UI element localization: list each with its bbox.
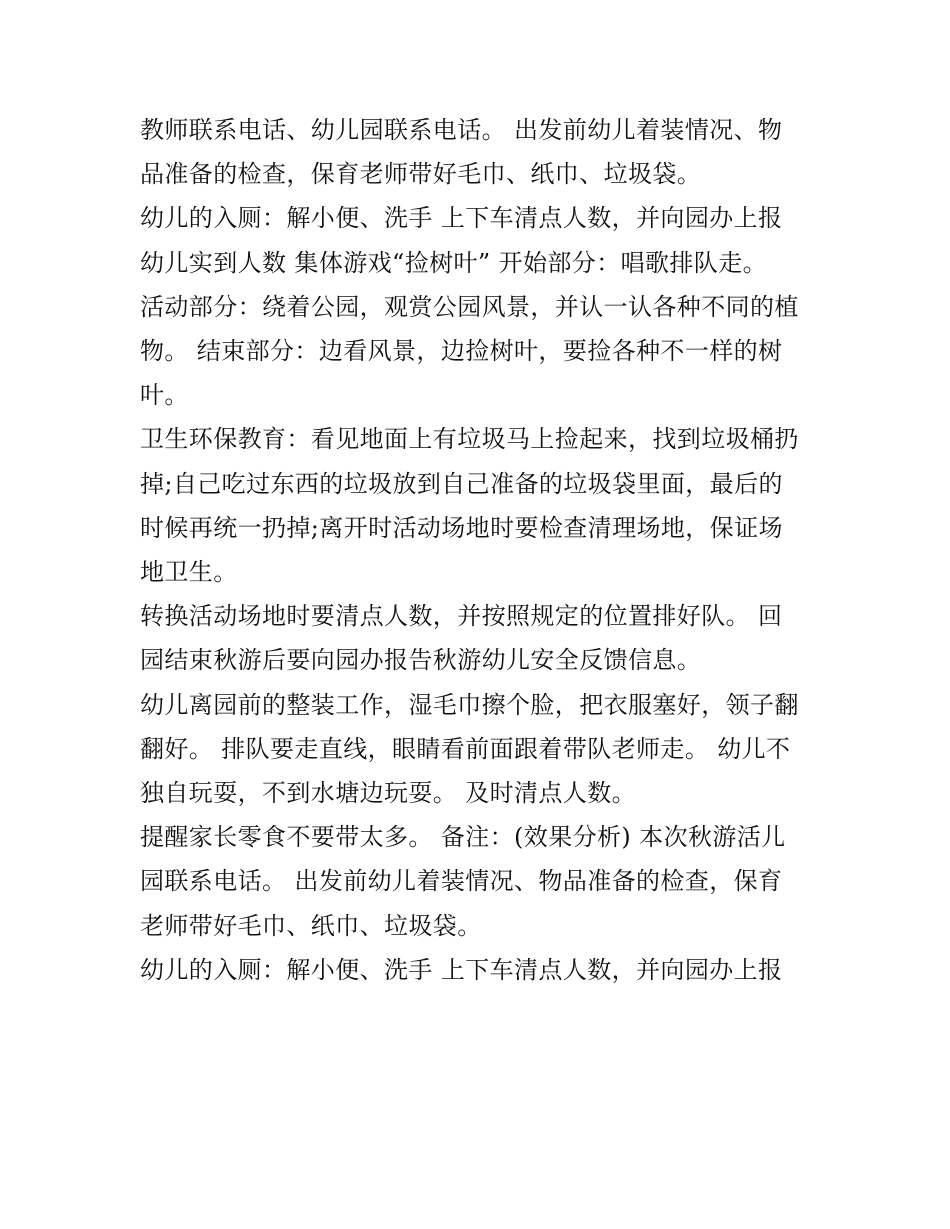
- text-line: 幼儿的入厕：解小便、洗手 上下车清点人数，并向园办上报: [140, 955, 783, 984]
- text-line: 叶。: [140, 381, 189, 410]
- text-line: 地卫生。: [140, 558, 238, 587]
- paragraph-4: [140, 417, 820, 594]
- text-line: 幼儿离园前的整装工作，湿毛巾擦个脸，把衣服塞好，领子翻: [140, 690, 799, 719]
- paragraph-3: [140, 285, 820, 418]
- paragraph-8: [140, 948, 820, 992]
- document-body: [140, 108, 820, 992]
- paragraph-7: [140, 815, 820, 948]
- text-line: 老师带好毛巾、纸巾、垃圾袋。: [140, 911, 482, 940]
- paragraph-6: [140, 683, 820, 816]
- text-line: 教师联系电话、幼儿园联系电话。 出发前幼儿着装情况、物: [140, 116, 783, 144]
- text-line: 园联系电话。 出发前幼儿着装情况、物品准备的检查，保育: [140, 867, 783, 896]
- text-line: 转换活动场地时要清点人数，并按照规定的位置排好队。 回: [140, 602, 783, 631]
- text-line: 物。 结束部分：边看风景，边捡树叶，要捡各种不一样的树: [140, 337, 783, 366]
- text-line: 活动部分：绕着公园，观赏公园风景，并认一认各种不同的植: [140, 292, 799, 321]
- text-line: 卫生环保教育：看见地面上有垃圾马上捡起来，找到垃圾桶扔: [140, 425, 799, 454]
- text-line: 独自玩耍，不到水塘边玩耍。 及时清点人数。: [140, 779, 637, 808]
- paragraph-1: [140, 108, 820, 196]
- text-line: 翻好。 排队要走直线，眼睛看前面跟着带队老师走。 幼儿不: [140, 734, 791, 763]
- text-line: 幼儿的入厕：解小便、洗手 上下车清点人数，并向园办上报: [140, 204, 783, 233]
- text-line: 幼儿实到人数 集体游戏“捡树叶” 开始部分：唱歌排队走。: [140, 248, 767, 277]
- text-line: 掉;自己吃过东西的垃圾放到自己准备的垃圾袋里面，最后的: [140, 469, 783, 498]
- paragraph-5: [140, 594, 820, 682]
- text-line: 品准备的检查，保育老师带好毛巾、纸巾、垃圾袋。: [140, 160, 702, 189]
- text-line: 提醒家长零食不要带太多。 备注：(效果分析) 本次秋游活儿: [140, 823, 786, 852]
- text-line: 园结束秋游后要向园办报告秋游幼儿安全反馈信息。: [140, 646, 702, 675]
- text-line: 时候再统一扔掉;离开时活动场地时要检查清理场地，保证场: [140, 513, 783, 542]
- paragraph-2: [140, 196, 820, 284]
